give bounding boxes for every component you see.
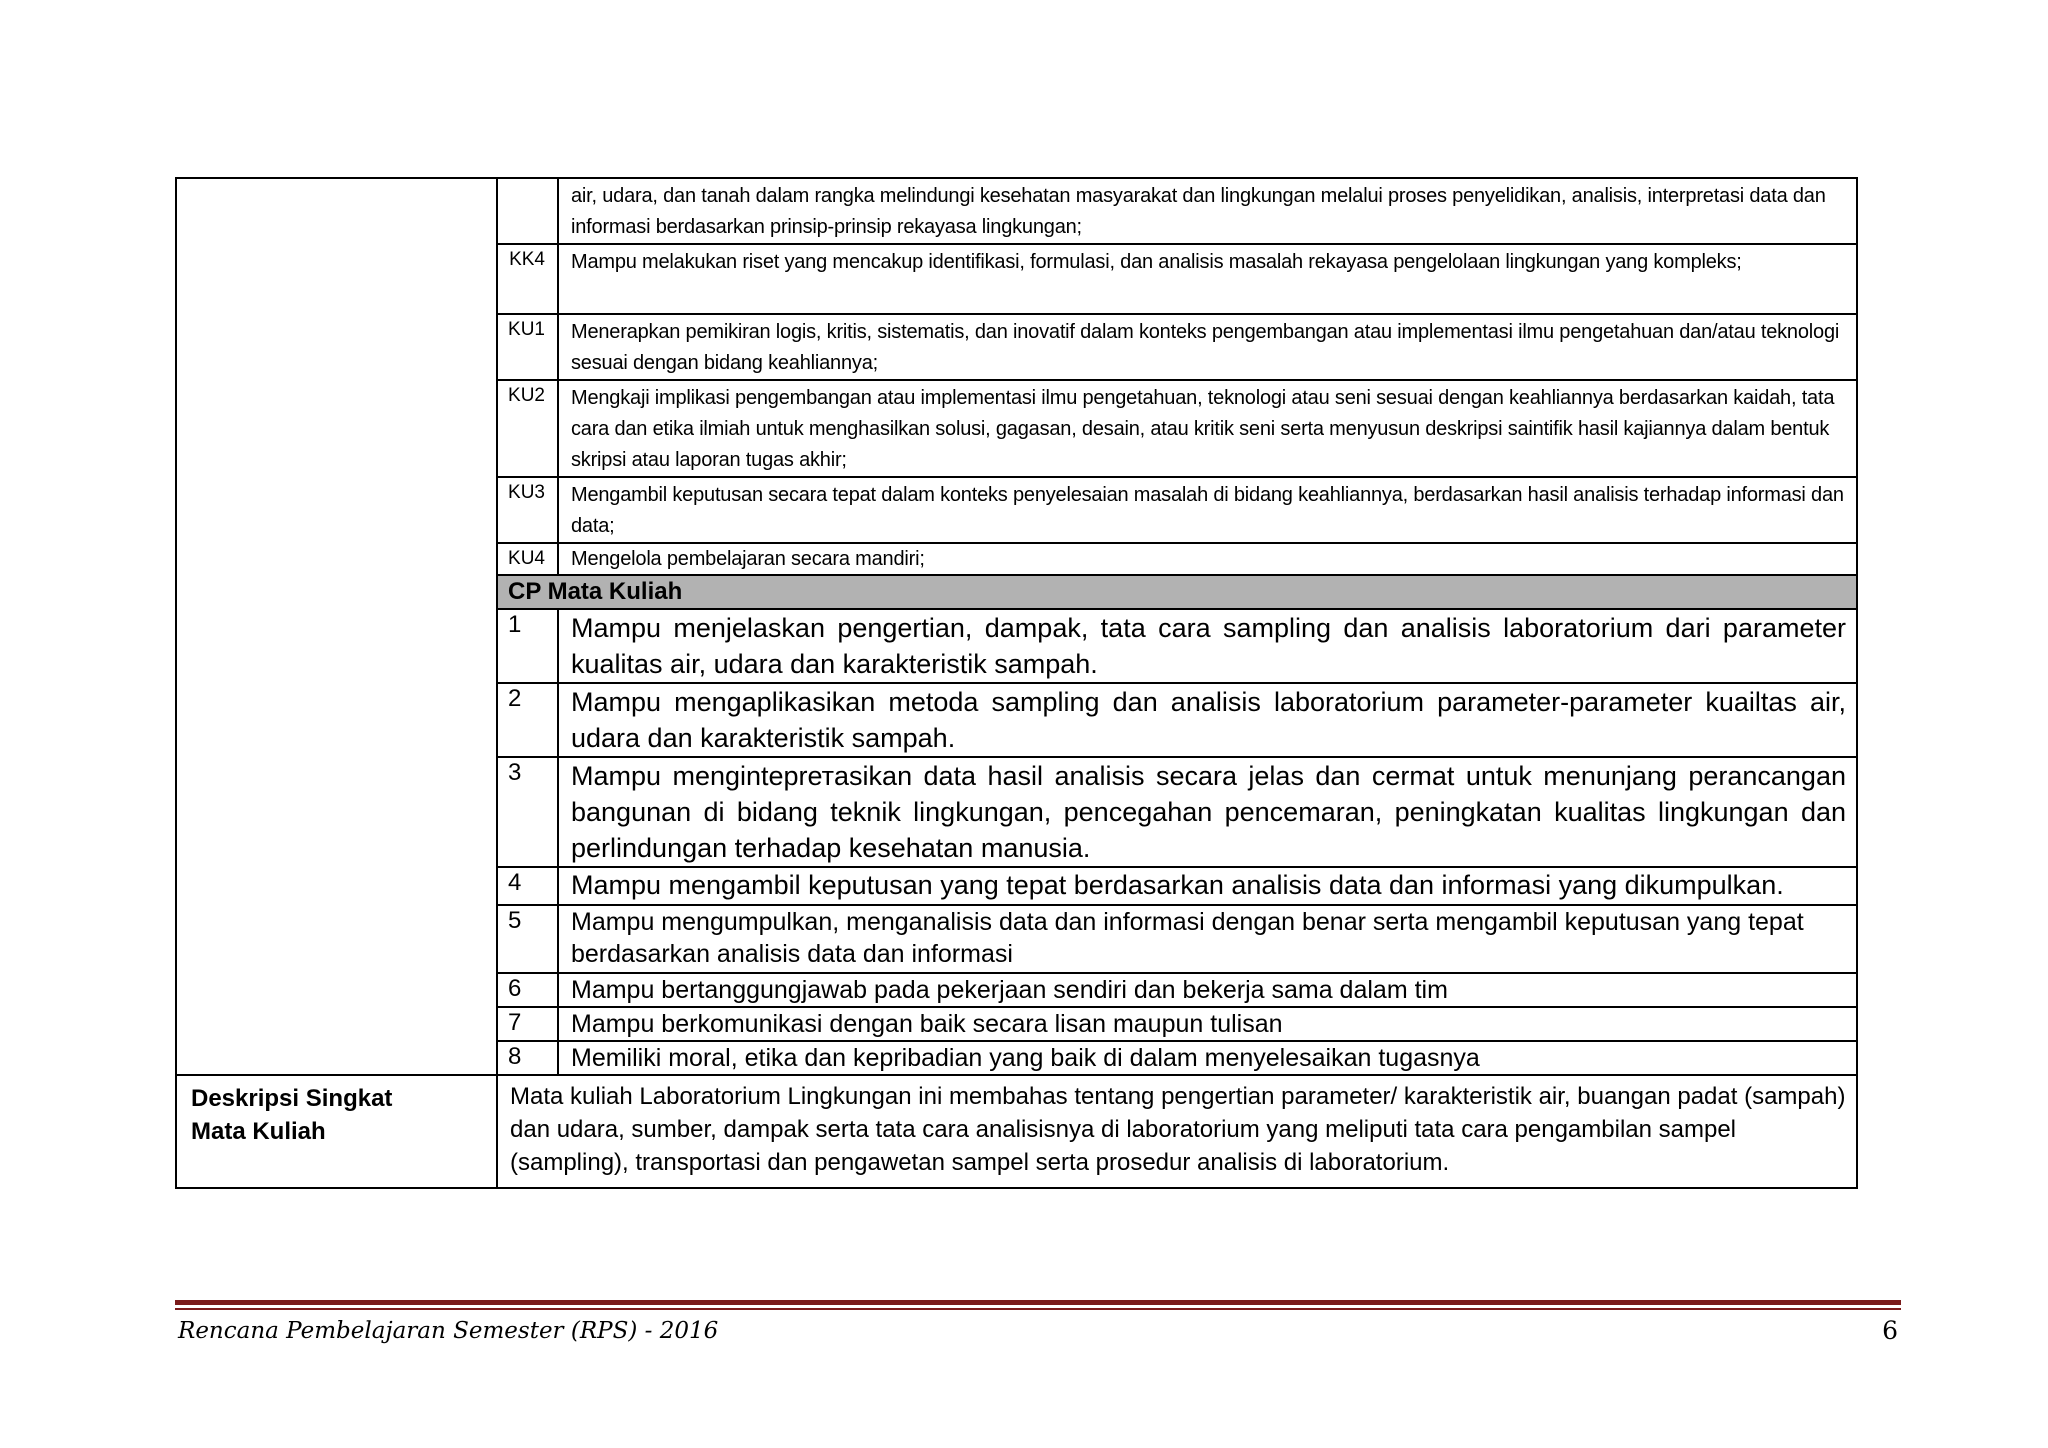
cp-text: Mampu mengambil keputusan yang tepat berdasarkan analisis data dan informasi yang dikumpulkan. [558,867,1857,905]
cp-text: Mampu mengumpulkan, menganalisis data dan informasi dengan benar serta mengambil keputusan yang tepat berdasarkan analisis data dan informasi [558,905,1857,973]
cp-text: Mampu menginteprетasikan data hasil analisis secara jelas dan cermat untuk menunjang perancangan bangunan di bidang teknik lingkungan, pencegahan pencemaran, peningkatan kualitas lingkungan dan perlindungan terhadap kesehatan manusia. [558,757,1857,867]
competency-code: KK4 [497,244,558,314]
competency-text: Mengambil keputusan secara tepat dalam konteks penyelesaian masalah di bidang keahliannya, berdasarkan hasil analisis terhadap informasi dan data; [558,477,1857,543]
cp-number: 6 [497,973,558,1007]
cp-text: Mampu bertanggungjawab pada pekerjaan sendiri dan bekerja sama dalam tim [558,973,1857,1007]
competency-code [497,178,558,244]
cp-text: Memiliki moral, etika dan kepribadian yang baik di dalam menyelesaikan tugasnya [558,1041,1857,1075]
cp-text: Mampu berkomunikasi dengan baik secara lisan maupun tulisan [558,1007,1857,1041]
rps-table [175,177,1858,1189]
cp-text: Mampu menjelaskan pengertian, dampak, tata cara sampling dan analisis laboratorium dari parameter kualitas air, udara dan karakteristik sampah. [558,609,1857,683]
competency-text: Mengelola pembelajaran secara mandiri; [558,543,1857,575]
description-row [176,1075,1857,1188]
competency-code: KU3 [497,477,558,543]
page-number: 6 [1882,1316,1898,1345]
competency-text: air, udara, dan tanah dalam rangka melindungi kesehatan masyarakat dan lingkungan melalui proses penyelidikan, analisis, interpretasi data dan informasi berdasarkan prinsip-prinsip rekayasa lingkungan; [558,178,1857,244]
cp-number: 8 [497,1041,558,1075]
description-label-line2: Mata Kuliah [191,1118,326,1145]
footer-title: Rencana Pembelajaran Semester (RPS) - 2016 [178,1318,719,1344]
cp-number: 2 [497,683,558,757]
footer-rule [175,1300,1901,1305]
competency-code: KU2 [497,380,558,477]
cp-number: 4 [497,867,558,905]
cp-number: 5 [497,905,558,973]
cp-number: 7 [497,1007,558,1041]
competency-code: KU4 [497,543,558,575]
cp-header: CP Mata Kuliah [497,575,1857,609]
description-text: Mata kuliah Laboratorium Lingkungan ini membahas tentang pengertian parameter/ karakteristik air, buangan padat (sampah) dan udara, sumber, dampak serta tata cara analisisnya di laboratorium yang meliputi tata cara pengambilan sampel (sampling), transportasi dan pengawetan sampel serta prosedur analisis di laboratorium. [497,1075,1857,1188]
competency-code: KU1 [497,314,558,380]
left-empty-cell [176,178,497,1075]
table-row [176,178,1857,244]
competency-text: Menerapkan pemikiran logis, kritis, sistematis, dan inovatif dalam konteks pengembangan atau implementasi ilmu pengetahuan dan/atau teknologi sesuai dengan bidang keahliannya; [558,314,1857,380]
footer-rule-thin [175,1308,1901,1310]
competency-text: Mengkaji implikasi pengembangan atau implementasi ilmu pengetahuan, teknologi atau seni sesuai dengan keahliannya berdasarkan kaidah, tata cara dan etika ilmiah untuk menghasilkan solusi, gagasan, desain, atau kritik seni serta menyusun deskripsi saintifik hasil kajiannya dalam bentuk skripsi atau laporan tugas akhir; [558,380,1857,477]
description-label [176,1075,497,1188]
cp-text: Mampu mengaplikasikan metoda sampling dan analisis laboratorium parameter-parameter kuailtas air, udara dan karakteristik sampah. [558,683,1857,757]
cp-number: 1 [497,609,558,683]
description-label-line1: Deskripsi Singkat [191,1085,393,1112]
competency-text: Mampu melakukan riset yang mencakup identifikasi, formulasi, dan analisis masalah rekayasa pengelolaan lingkungan yang kompleks; [558,244,1857,314]
cp-number: 3 [497,757,558,867]
